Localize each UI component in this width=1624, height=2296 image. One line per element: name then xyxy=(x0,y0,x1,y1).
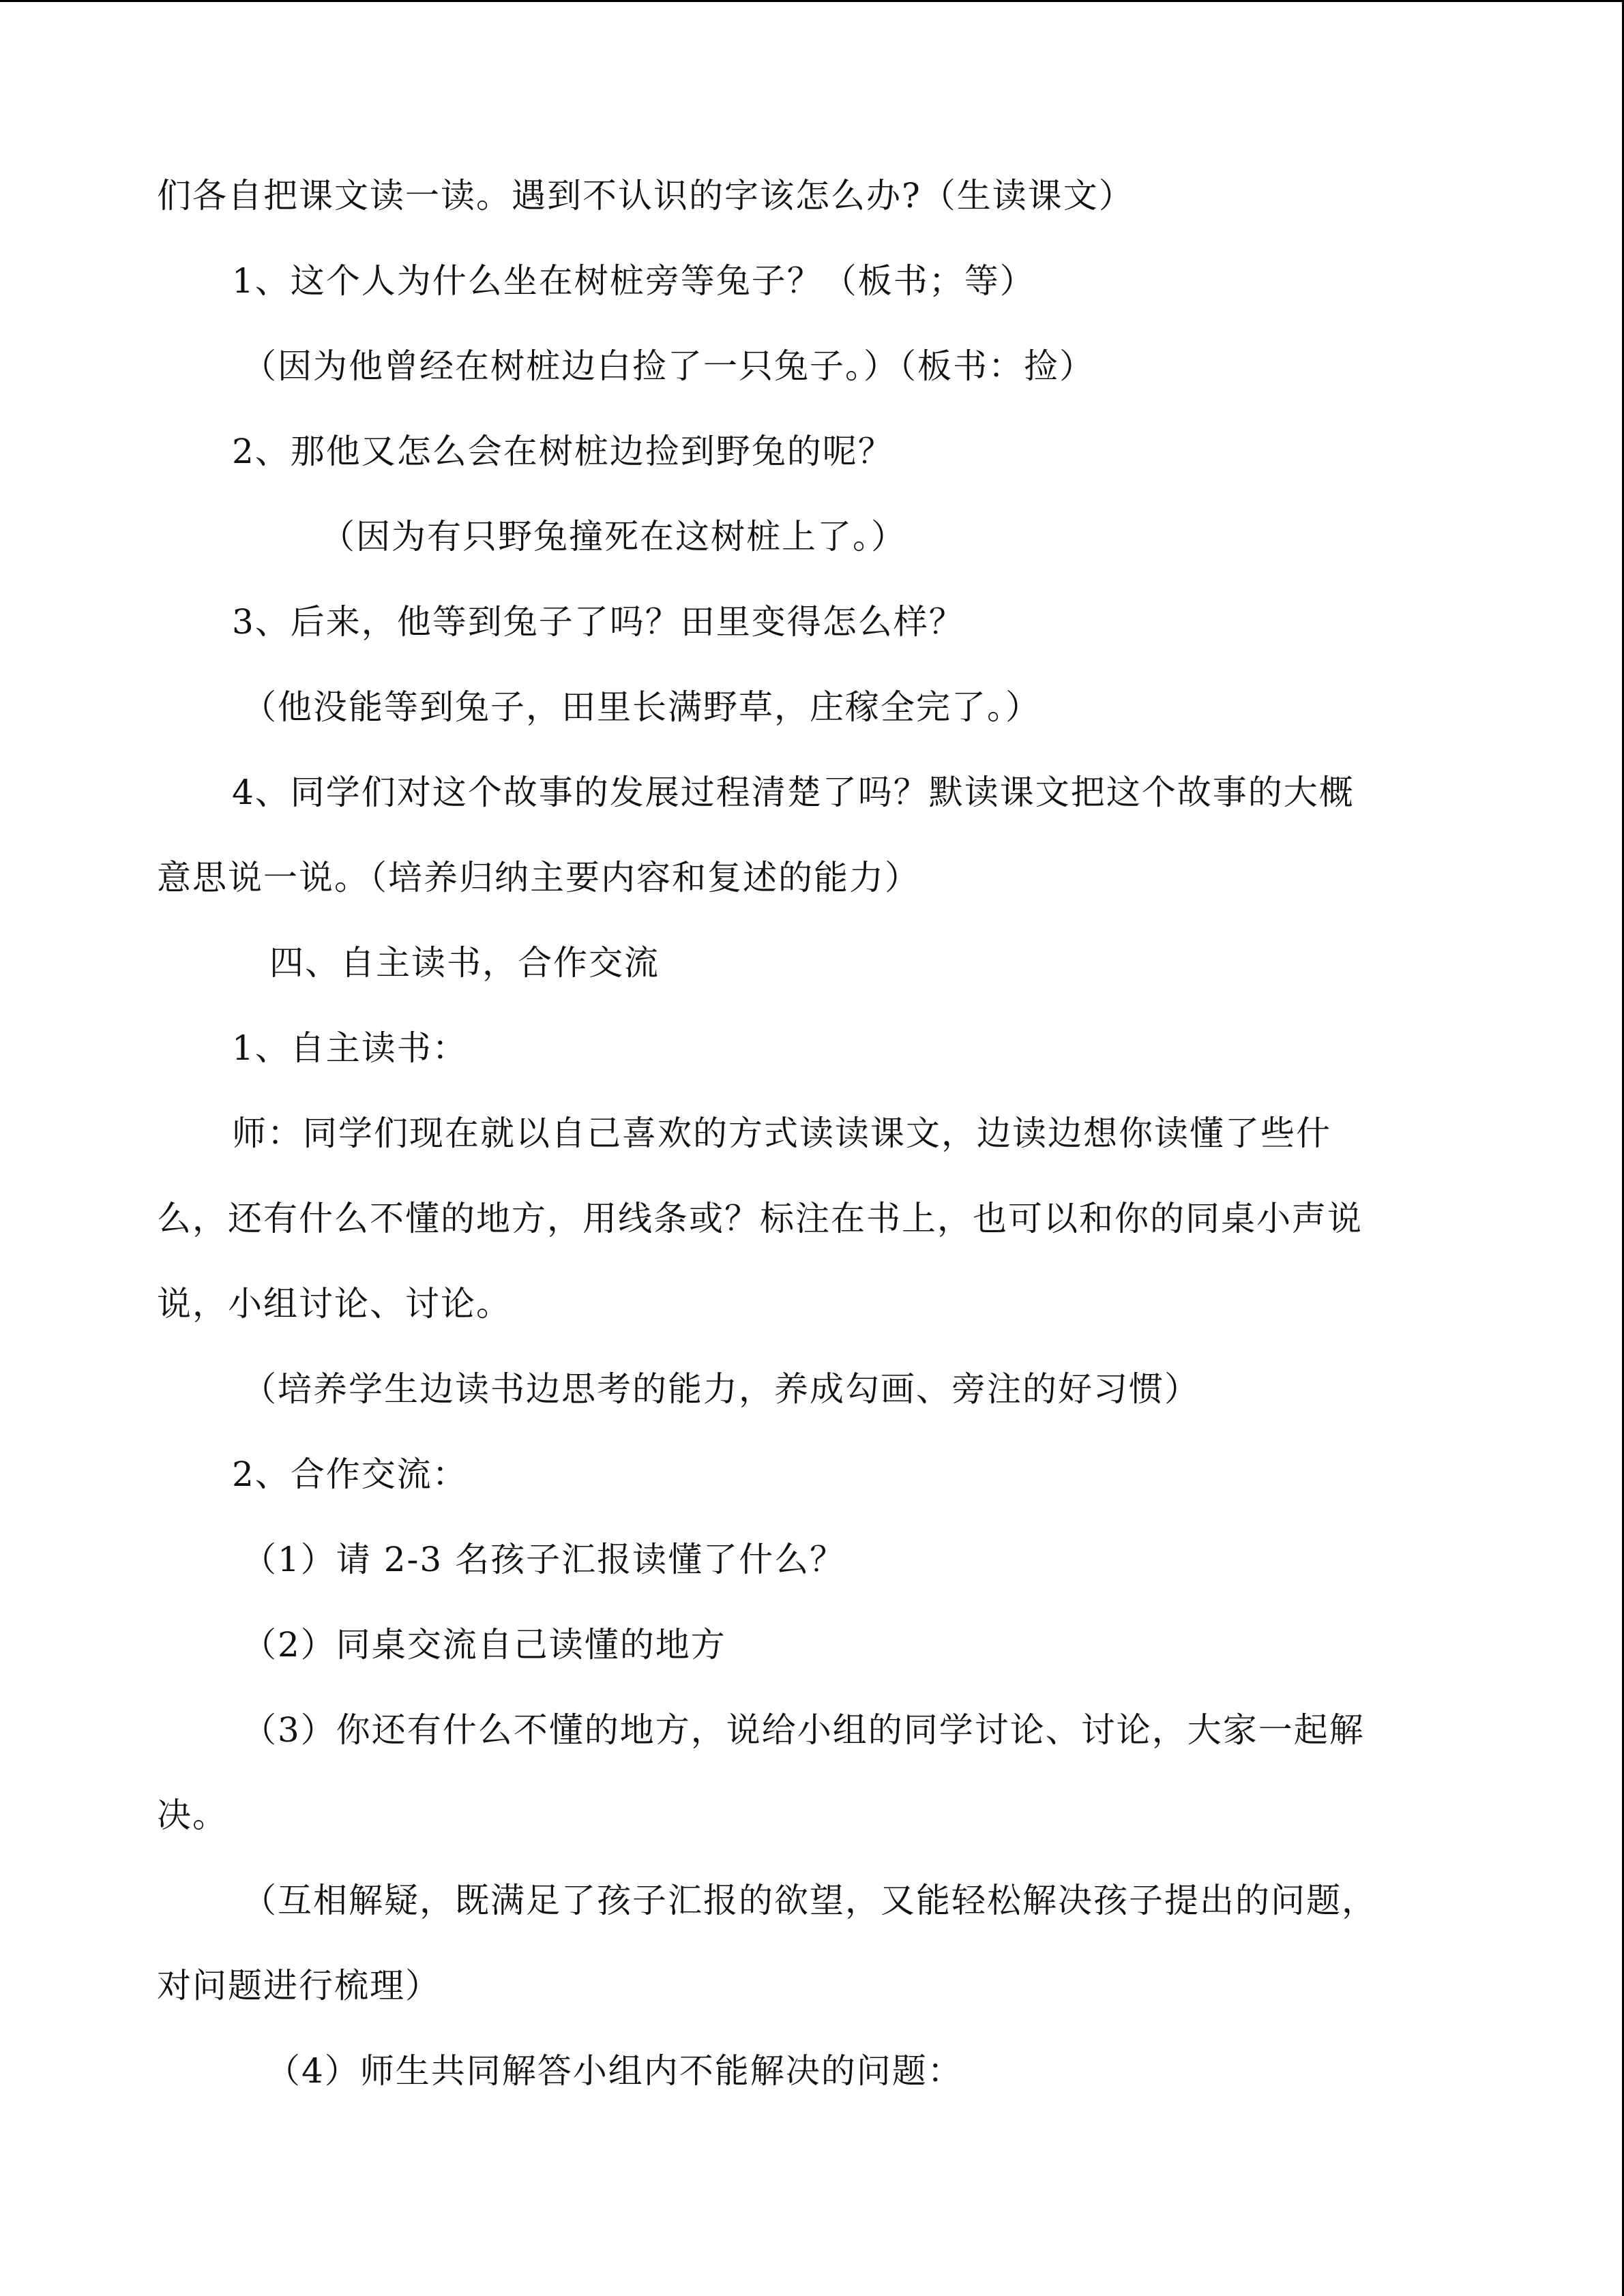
text-line-20: 决。 xyxy=(157,1795,228,1835)
text-line-4: 2、那他又怎么会在树桩边捡到野兔的呢？ xyxy=(232,432,894,471)
text-line-23: （4）师生共同解答小组内不能解决的问题： xyxy=(266,2051,963,2091)
text-line-7: （他没能等到兔子，田里长满野草，庄稼全完了。） xyxy=(242,687,1041,727)
text-line-22: 对问题进行梳理） xyxy=(157,1966,441,2006)
text-line-9: 意思说一说。（培养归纳主要内容和复述的能力） xyxy=(157,858,920,897)
text-line-1: 们各自把课文读一读。遇到不认识的字该怎么办?（生读课文） xyxy=(157,176,1134,215)
text-line-15: （培养学生边读书边思考的能力，养成勾画、旁注的好习惯） xyxy=(242,1369,1200,1409)
text-line-16: 2、合作交流： xyxy=(232,1455,468,1494)
text-line-17: （1）请 2-3 名孩子汇报读懂了什么？ xyxy=(242,1540,846,1579)
text-line-18: （2）同桌交流自己读懂的地方 xyxy=(242,1625,726,1665)
text-line-12: 师：同学们现在就以自己喜欢的方式读读课文，边读边想你读懂了些什 xyxy=(232,1114,1331,1153)
text-line-21: （互相解疑，既满足了孩子汇报的欲望，又能轻松解决孩子提出的问题， xyxy=(242,1881,1377,1920)
text-line-2: 1、这个人为什么坐在树桩旁等兔子？（板书；等） xyxy=(232,261,1035,301)
text-line-6: 3、后来，他等到兔子了吗？田里变得怎么样？ xyxy=(232,602,964,642)
text-line-8: 4、同学们对这个故事的发展过程清楚了吗？默读课文把这个故事的大概 xyxy=(232,773,1355,812)
text-line-3: （因为他曾经在树桩边白捡了一只兔子。）（板书：捡） xyxy=(242,346,1095,386)
text-line-19: （3）你还有什么不懂的地方，说给小组的同学讨论、讨论，大家一起解 xyxy=(242,1710,1365,1750)
text-line-5: （因为有只野兔撞死在这树桩上了。） xyxy=(321,517,906,556)
section-heading: 四、自主读书，合作交流 xyxy=(269,943,660,983)
text-line-11: 1、自主读书： xyxy=(232,1028,468,1068)
text-line-13: 么，还有什么不懂的地方，用线条或？标注在书上，也可以和你的同桌小声说 xyxy=(157,1199,1363,1238)
text-line-14: 说，小组讨论、讨论。 xyxy=(157,1284,512,1324)
